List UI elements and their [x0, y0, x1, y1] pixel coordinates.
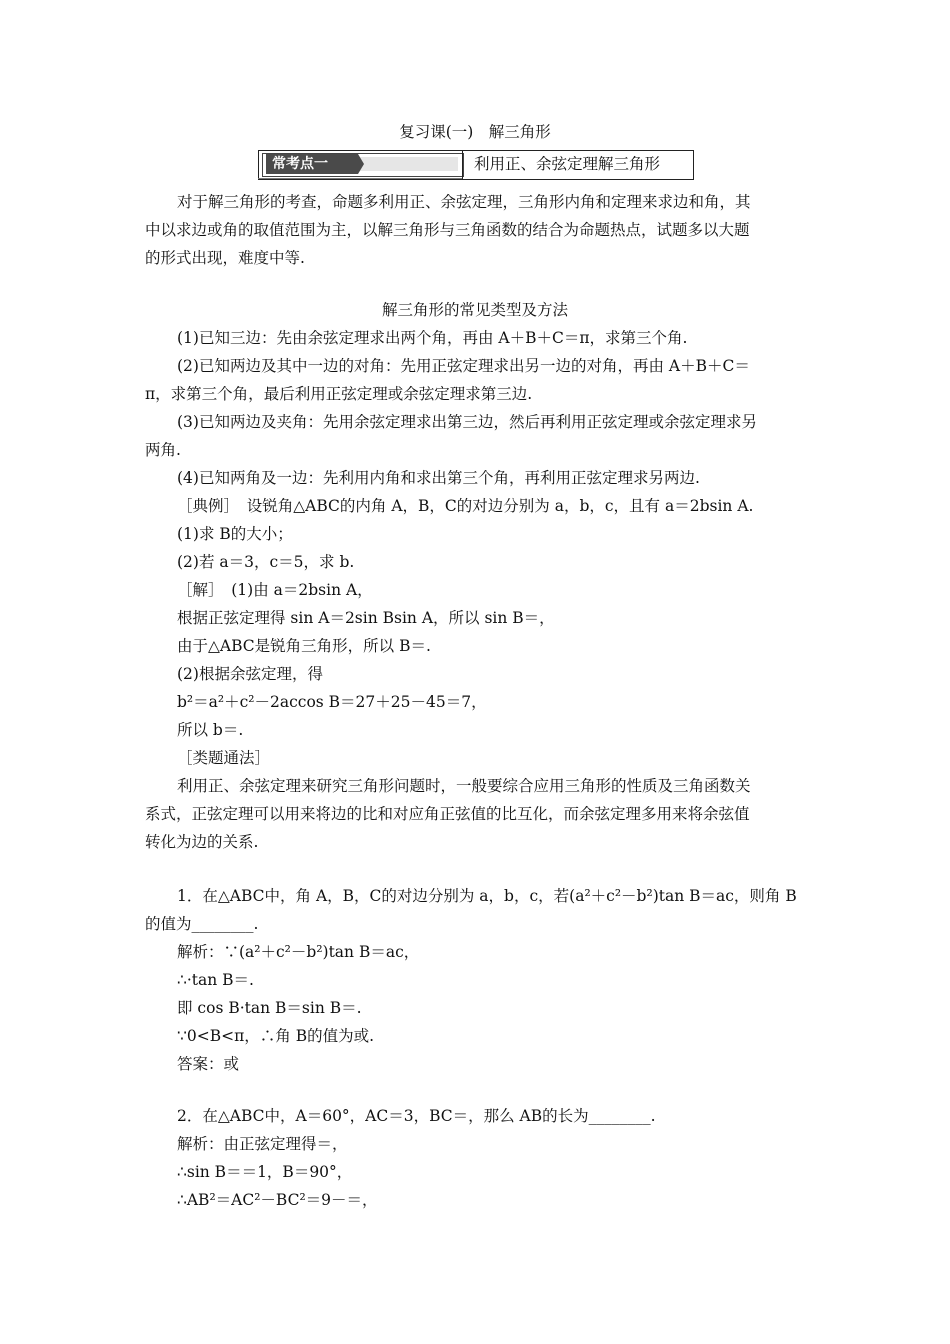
example-line: (2)若 a＝3，c＝5，求 b.: [177, 553, 355, 571]
question-2-line: 2．在△ABC中，A＝60°，AC＝3，BC＝，那么 AB的长为________.: [177, 1107, 656, 1125]
banner-divider: [462, 150, 463, 180]
example-line: (1)求 B的大小；: [177, 525, 293, 543]
intro-line: 中以求边或角的取值范围为主，以解三角形与三角函数的结合为命题热点，试题多以大题: [145, 221, 750, 239]
banner-tag: 常考点一: [266, 154, 358, 174]
example-line: ［解］ (1)由 a＝2bsin A，: [177, 581, 373, 599]
example-line: 根据正弦定理得 sin A＝2sin Bsin A，所以 sin B＝，: [177, 609, 555, 627]
banner-underline: [258, 178, 462, 179]
summary-line: 转化为边的关系.: [145, 833, 259, 851]
example-line: 所以 b＝.: [177, 721, 244, 739]
question-1-line: 1．在△ABC中，角 A，B，C的对边分别为 a，b，c，若(a²＋c²－b²)tan B＝ac，则角 B: [177, 887, 797, 905]
question-1-line: ∵0<B<π，∴角 B的值为或.: [177, 1027, 375, 1045]
example-line: b²＝a²＋c²－2accos B＝27＋25－45＝7，: [177, 693, 487, 711]
question-1-line: ∴·tan B＝.: [177, 971, 254, 989]
question-1-line: 答案：或: [177, 1055, 240, 1073]
page-title: 复习课(一) 解三角形: [399, 123, 551, 141]
banner-text: 利用正、余弦定理解三角形: [474, 155, 661, 173]
question-2-line: ∴sin B＝＝1，B＝90°，: [177, 1163, 353, 1181]
question-1-line: 即 cos B·tan B＝sin B＝.: [177, 999, 362, 1017]
intro-line: 对于解三角形的考查，命题多利用正、余弦定理，三角形内角和定理来求边和角，其: [177, 193, 751, 211]
method-line: (2)已知两边及其中一边的对角：先用正弦定理求出另一边的对角，再由 A＋B＋C＝: [177, 357, 750, 375]
banner-shade: [358, 157, 458, 171]
example-line: (2)根据余弦定理，得: [177, 665, 323, 683]
method-line: (4)已知两角及一边：先利用内角和求出第三个角，再利用正弦定理求另两边.: [177, 469, 700, 487]
example-line: 由于△ABC是锐角三角形，所以 B＝.: [177, 637, 431, 655]
question-2-line: ∴AB²＝AC²－BC²＝9－＝，: [177, 1191, 378, 1209]
banner-tag-arrow-icon: [358, 154, 364, 174]
summary-line: 利用正、余弦定理来研究三角形问题时，一般要综合应用三角形的性质及三角函数关: [177, 777, 751, 795]
question-1-line: 解析：∵(a²＋c²－b²)tan B＝ac，: [177, 943, 420, 961]
example-line: ［典例］ 设锐角△ABC的内角 A，B，C的对边分别为 a，b，c，且有 a＝2bsin A.: [177, 497, 754, 515]
method-line: π，求第三个角，最后利用正弦定理或余弦定理求第三边.: [145, 385, 533, 403]
question-1-line: 的值为________.: [145, 915, 259, 933]
summary-line: ［类题通法］: [177, 749, 271, 767]
section-subtitle: 解三角形的常见类型及方法: [381, 301, 568, 319]
intro-line: 的形式出现，难度中等.: [145, 249, 305, 267]
topic-banner: [258, 150, 694, 180]
summary-line: 系式，正弦定理可以用来将边的比和对应角正弦值的比互化，而余弦定理多用来将余弦值: [145, 805, 750, 823]
method-line: (3)已知两边及夹角：先用余弦定理求出第三边，然后再利用正弦定理或余弦定理求另: [177, 413, 757, 431]
question-2-line: 解析：由正弦定理得＝，: [177, 1135, 348, 1153]
method-line: (1)已知三边：先由余弦定理求出两个角，再由 A＋B＋C＝π，求第三个角.: [177, 329, 688, 347]
method-line: 两角.: [145, 441, 181, 459]
